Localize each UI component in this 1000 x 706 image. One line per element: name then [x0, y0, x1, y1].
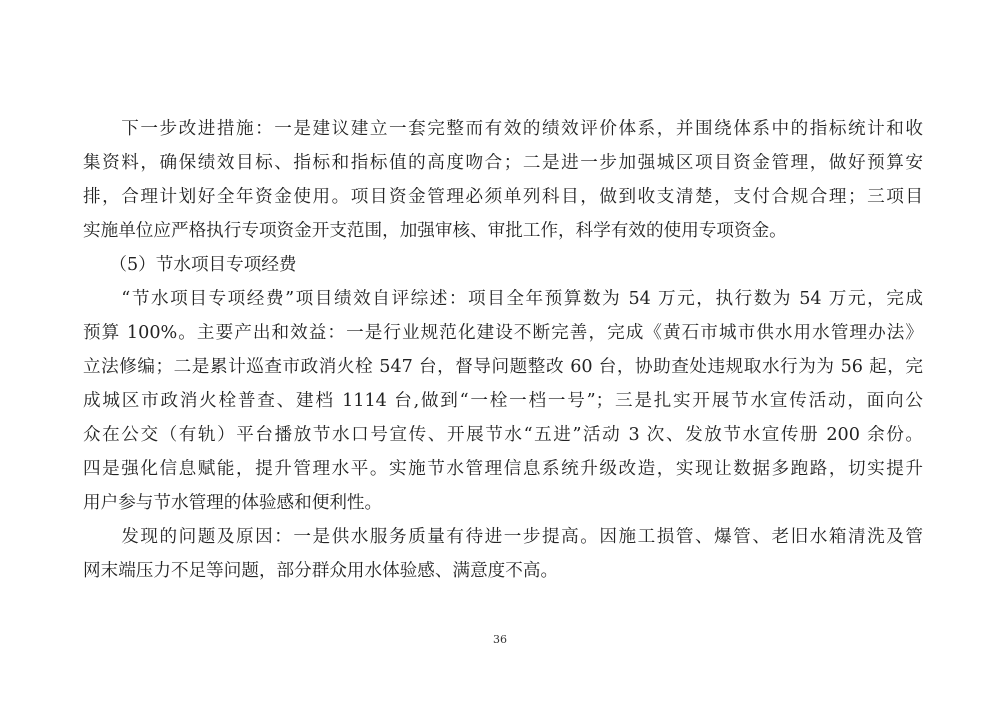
paragraph-line: 下一步改进措施：一是建议建立一套完整而有效的绩效评价体系，并围绕体系中的指标统计和收	[83, 119, 923, 139]
paragraph-line: 四是强化信息赋能，提升管理水平。实施节水管理信息系统升级改造，实现让数据多跑路，切实提升	[83, 459, 923, 479]
paragraph-line: 预算 100%。主要产出和效益：一是行业规范化建设不断完善，完成《黄石市城市供水用水管理办法》	[83, 323, 923, 343]
paragraph-line: 立法修编；二是累计巡查市政消火栓 547 台，督导问题整改 60 台，协助查处违规取水行为为 56 起，完	[83, 357, 923, 377]
paragraph-line: “节水项目专项经费”项目绩效自评综述：项目全年预算数为 54 万元，执行数为 54 万元，完成	[83, 289, 923, 309]
page-number: 36	[493, 633, 507, 646]
paragraph-line: 发现的问题及原因：一是供水服务质量有待进一步提高。因施工损管、爆管、老旧水箱清洗及管	[83, 527, 923, 547]
paragraph-line: 用户参与节水管理的体验感和便利性。	[83, 493, 383, 513]
paragraph-line: 排，合理计划好全年资金使用。项目资金管理必须单列科目，做到收支清楚，支付合规合理；三项目	[83, 187, 923, 207]
paragraph-line: 成城区市政消火栓普查、建档 1114 台,做到“一栓一档一号”；三是扎实开展节水宣传活动，面向公	[83, 391, 923, 411]
paragraph-line: 网末端压力不足等问题，部分群众用水体验感、满意度不高。	[83, 561, 559, 581]
paragraph-line: 实施单位应严格执行专项资金开支范围，加强审核、审批工作，科学有效的使用专项资金。	[83, 221, 787, 241]
section-heading: （5）节水项目专项经费	[83, 255, 297, 275]
paragraph-line: 集资料，确保绩效目标、指标和指标值的高度吻合；二是进一步加强城区项目资金管理，做好预算安	[83, 153, 923, 173]
paragraph-line: 众在公交（有轨）平台播放节水口号宣传、开展节水“五进”活动 3 次、发放节水宣传册 200 余份。	[83, 425, 923, 445]
